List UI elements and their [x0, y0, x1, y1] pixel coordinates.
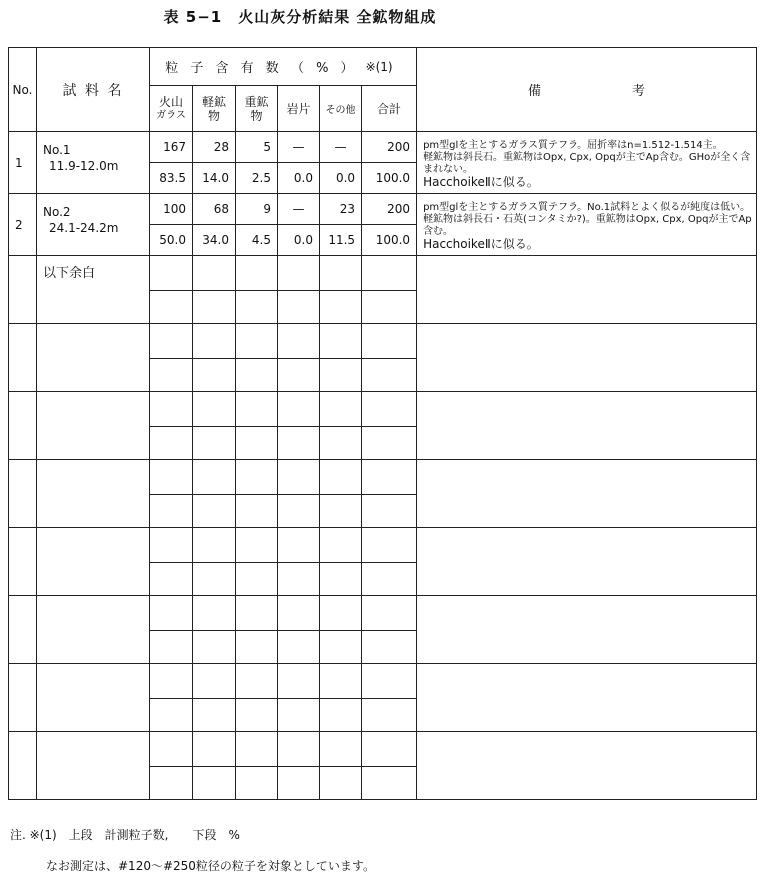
pct-rock-fragment: 0.0 — [278, 163, 320, 194]
col-heavy-mineral-line2: 物 — [250, 108, 263, 123]
header-particle-content: 粒 子 含 有 数 （ % ） — [150, 48, 362, 86]
count-total: 200 — [362, 194, 417, 225]
pct-heavy-mineral: 4.5 — [236, 225, 278, 256]
pct-total: 100.0 — [362, 225, 417, 256]
pct-light-mineral: 14.0 — [193, 163, 236, 194]
sample-id: No.1 — [43, 143, 71, 157]
col-volcanic-glass-line2: ガラス — [156, 109, 186, 121]
pct-light-mineral: 34.0 — [193, 225, 236, 256]
count-light-mineral: 28 — [193, 132, 236, 163]
count-other: — — [320, 132, 362, 163]
pct-rock-fragment: 0.0 — [278, 225, 320, 256]
blank-row — [9, 596, 757, 631]
col-rock-fragment: 岩片 — [278, 86, 320, 132]
col-light-mineral — [193, 86, 236, 132]
count-heavy-mineral: 9 — [236, 194, 278, 225]
col-light-mineral-line1: 軽鉱 — [201, 94, 226, 109]
col-heavy-mineral — [236, 86, 278, 132]
blank-row — [9, 460, 757, 495]
col-heavy-mineral-line1: 重鉱 — [244, 94, 269, 109]
count-volcanic-glass: 100 — [150, 194, 193, 225]
header-remarks: 備 考 — [417, 48, 757, 132]
col-other: その他 — [320, 86, 362, 132]
col-light-mineral-line2: 物 — [207, 108, 220, 123]
count-other: 23 — [320, 194, 362, 225]
sample-depth: 11.9-12.0m — [49, 159, 119, 173]
col-volcanic-glass-line1: 火山 — [158, 94, 183, 109]
blank-label: 以下余白 — [37, 256, 150, 324]
count-rock-fragment: — — [278, 194, 320, 225]
remark-line2: 軽鉱物は斜長石・石英(コンタミか?)。重鉱物はOpx, Cpx, Opqが主でAp含む。 — [423, 214, 752, 237]
blank-row — [9, 392, 757, 427]
pct-other: 0.0 — [320, 163, 362, 194]
remark-line3: HacchoikeⅡに似る。 — [423, 237, 539, 251]
analysis-table — [8, 47, 757, 800]
pct-volcanic-glass: 83.5 — [150, 163, 193, 194]
pct-total: 100.0 — [362, 163, 417, 194]
blank-row — [9, 664, 757, 699]
table-title: 表 5−1 火山灰分析結果 全鉱物組成 — [163, 8, 437, 26]
sample-depth: 24.1-24.2m — [49, 221, 119, 235]
footnote-1: 注. ※(1) 上段 計測粒子数, 下段 % — [10, 828, 240, 842]
remark — [417, 132, 757, 194]
count-heavy-mineral: 5 — [236, 132, 278, 163]
remark-line3: HacchoikeⅡに似る。 — [423, 175, 539, 189]
header-no: No. — [9, 48, 37, 132]
header-sample-name: 試 料 名 — [37, 48, 150, 132]
blank-row — [9, 256, 757, 291]
table-row — [9, 132, 757, 163]
remark-line1: pm型glを主とするガラス質テフラ。No.1試料とよく似るが純度は低い。 — [423, 202, 751, 213]
sample-name — [37, 194, 150, 256]
blank-remark — [417, 256, 757, 324]
pct-other: 11.5 — [320, 225, 362, 256]
pct-heavy-mineral: 2.5 — [236, 163, 278, 194]
row-no: 1 — [9, 132, 37, 194]
table-row — [9, 194, 757, 225]
blank-row — [9, 324, 757, 359]
footnote-2: なお測定は、#120〜#250粒径の粒子を対象としています。 — [46, 859, 375, 873]
header-note-mark: ※(1) — [362, 48, 417, 86]
count-volcanic-glass: 167 — [150, 132, 193, 163]
blank-row — [9, 732, 757, 767]
row-no: 2 — [9, 194, 37, 256]
blank-no — [9, 256, 37, 324]
count-light-mineral: 68 — [193, 194, 236, 225]
pct-volcanic-glass: 50.0 — [150, 225, 193, 256]
blank-row — [9, 528, 757, 563]
sample-id: No.2 — [43, 205, 71, 219]
sample-name — [37, 132, 150, 194]
remark-line1: pm型glを主とするガラス質テフラ。屈折率はn=1.512-1.514主。 — [423, 140, 723, 151]
col-total: 合計 — [362, 86, 417, 132]
col-volcanic-glass — [150, 86, 193, 132]
count-rock-fragment: — — [278, 132, 320, 163]
remark-line2: 軽鉱物は斜長石。重鉱物はOpx, Cpx, Opqが主でAp含む。GHoが全く含まれない。 — [423, 152, 751, 175]
count-total: 200 — [362, 132, 417, 163]
remark — [417, 194, 757, 256]
